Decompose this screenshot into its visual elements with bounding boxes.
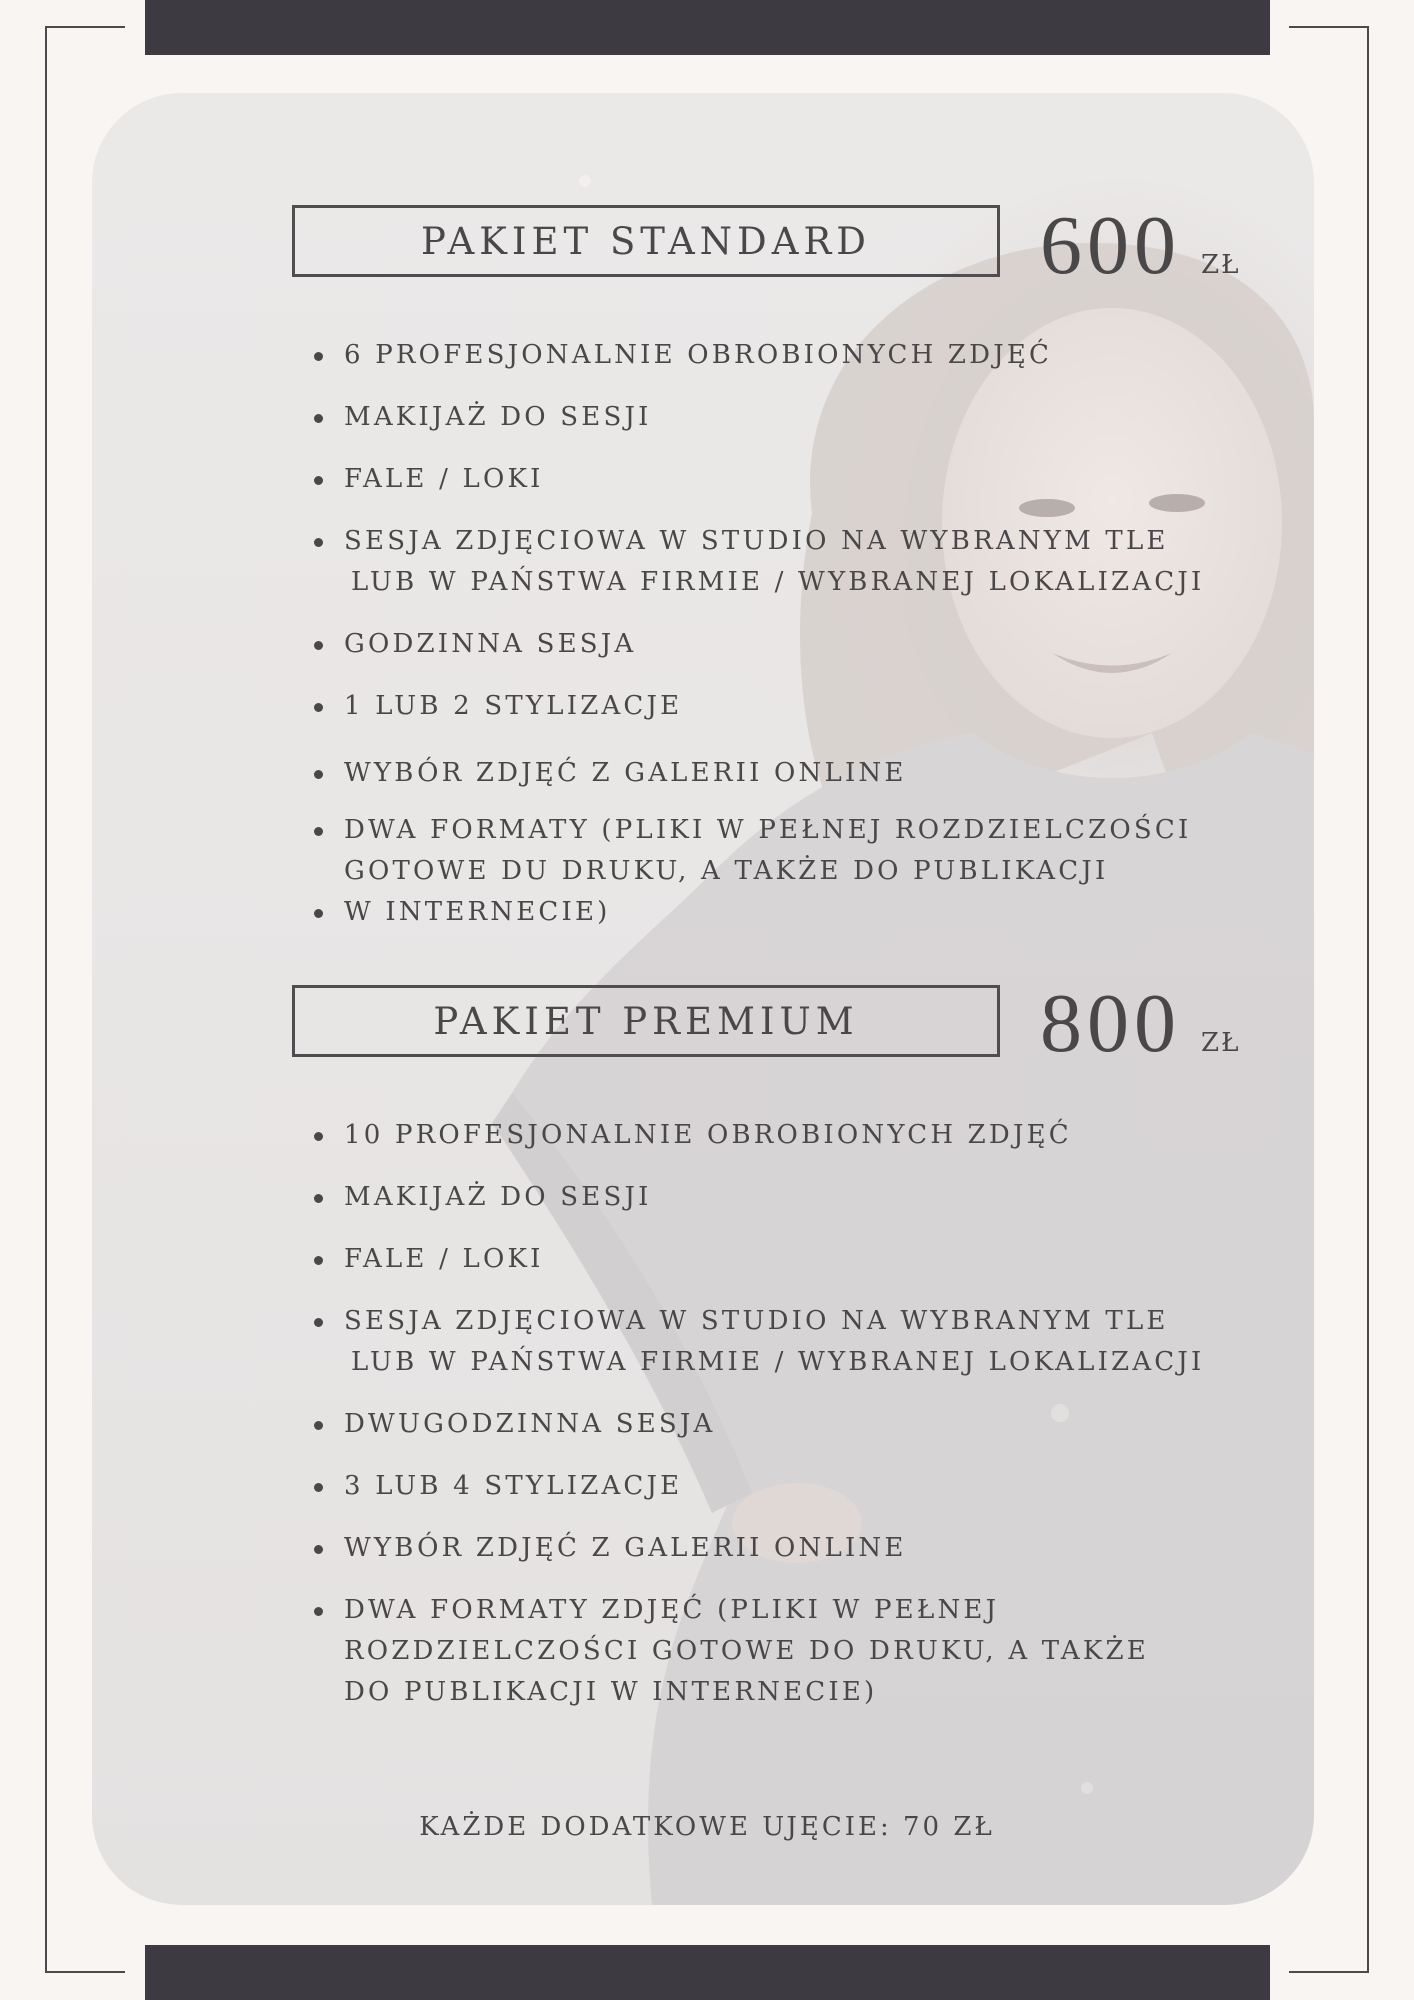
list-item-continuation: LUB W PAŃSTWA FIRMIE / WYBRANEJ LOKALIZACJI (351, 1347, 1205, 1377)
list-item: FALE / LOKI (314, 1239, 1204, 1280)
list-item: SESJA ZDJĘCIOWA W STUDIO NA WYBRANYM TLE (314, 1301, 1204, 1342)
frame-left-vertical (45, 26, 47, 1973)
list-item: 10 PROFESJONALNIE OBROBIONYCH ZDJĘĆ (314, 1115, 1204, 1156)
list-item: DWA FORMATY ZDJĘĆ (PLIKI W PEŁNEJ (314, 1590, 1204, 1631)
list-item-continuation: GOTOWE DU DRUKU, A TAKŻE DO PUBLIKACJI (344, 856, 1109, 886)
premium-feature-list (314, 1115, 1204, 1713)
list-item: W INTERNECIE) (314, 892, 1204, 933)
standard-feature-list (314, 335, 1204, 933)
list-item: GODZINNA SESJA (314, 624, 1204, 665)
list-item: WYBÓR ZDJĘĆ Z GALERII ONLINE (314, 753, 1204, 794)
list-item: FALE / LOKI (314, 459, 1204, 500)
list-item: 3 LUB 4 STYLIZACJE (314, 1466, 1204, 1507)
list-item-continuation: DO PUBLIKACJI W INTERNECIE) (344, 1677, 878, 1707)
standard-package-title (292, 205, 1000, 277)
frame-corner-top-right-h (1289, 26, 1369, 28)
list-item-continuation: ROZDZIELCZOŚCI GOTOWE DO DRUKU, A TAKŻE (344, 1636, 1149, 1666)
premium-package-name: PAKIET PREMIUM (433, 999, 859, 1043)
frame-corner-bottom-right-h (1289, 1971, 1369, 1973)
premium-package-title (292, 985, 1000, 1057)
frame-corner-bottom-left-h (45, 1971, 125, 1973)
premium-price-amount: 800 (1040, 977, 1181, 1070)
list-item: MAKIJAŻ DO SESJI (314, 397, 1204, 438)
extra-shot-price-note: KAŻDE DODATKOWE UJĘCIE: 70 ZŁ (419, 1812, 995, 1842)
list-item-continuation: LUB W PAŃSTWA FIRMIE / WYBRANEJ LOKALIZACJI (351, 567, 1205, 597)
list-item: 1 LUB 2 STYLIZACJE (314, 686, 1204, 727)
premium-price-currency: ZŁ (1201, 1028, 1241, 1058)
standard-price-currency: ZŁ (1201, 250, 1241, 280)
standard-package-name: PAKIET STANDARD (421, 219, 871, 263)
standard-price-amount: 600 (1040, 199, 1181, 292)
frame-right-vertical (1367, 26, 1369, 1973)
faded-photo-card (92, 93, 1314, 1905)
list-item: SESJA ZDJĘCIOWA W STUDIO NA WYBRANYM TLE (314, 521, 1204, 562)
frame-corner-top-left-h (45, 26, 125, 28)
list-item: MAKIJAŻ DO SESJI (314, 1177, 1204, 1218)
premium-package-price (1040, 975, 1240, 1072)
list-item: DWA FORMATY (PLIKI W PEŁNEJ ROZDZIELCZOŚCI (314, 810, 1204, 851)
top-dark-bar (145, 0, 1270, 55)
bottom-dark-bar (145, 1945, 1270, 2000)
list-item: DWUGODZINNA SESJA (314, 1404, 1204, 1445)
list-item: WYBÓR ZDJĘĆ Z GALERII ONLINE (314, 1528, 1204, 1569)
standard-package-price (1040, 197, 1240, 294)
list-item: 6 PROFESJONALNIE OBROBIONYCH ZDJĘĆ (314, 335, 1204, 376)
